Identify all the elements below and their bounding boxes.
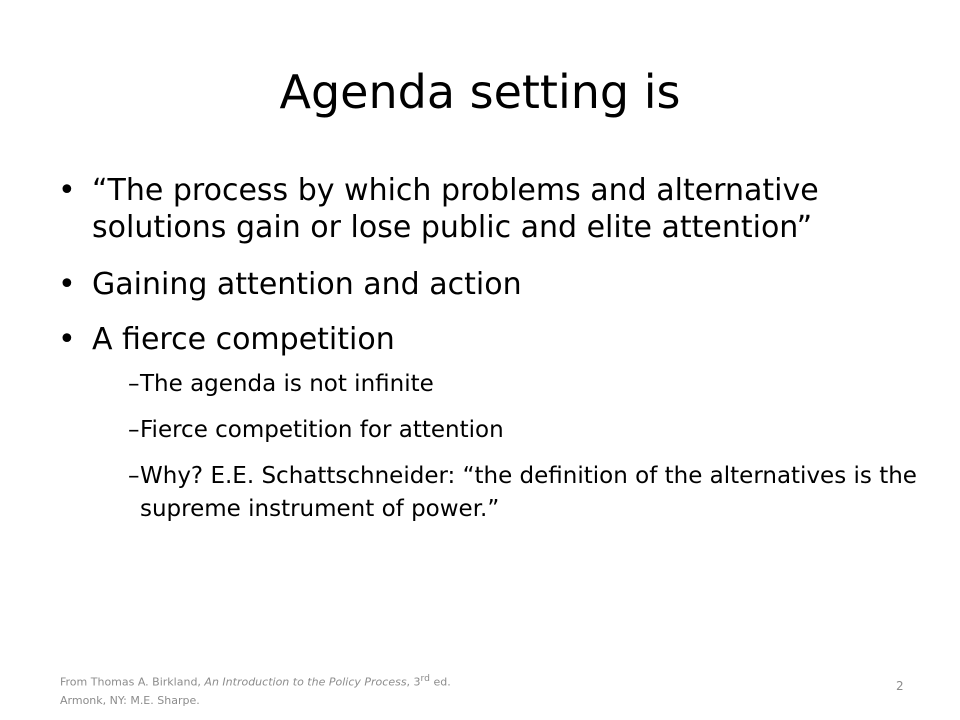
- bullet-item: [58, 321, 918, 358]
- citation-edition-suffix: rd: [420, 673, 430, 684]
- bullet-item: [58, 172, 918, 246]
- bullet-text: “The process by which problems and alternative solutions gain or lose public and elite attention”: [92, 173, 819, 245]
- sub-bullet-item: [58, 414, 918, 447]
- bullet-icon: •: [58, 322, 76, 357]
- sub-bullet-text: Fierce competition for attention: [140, 417, 504, 443]
- sub-bullet-item: [58, 368, 918, 401]
- citation-edition: , 3: [406, 675, 421, 689]
- page-number: 2: [896, 679, 904, 693]
- bullet-item: [58, 266, 918, 303]
- bullet-text: A fierce competition: [92, 322, 395, 357]
- source-citation: [60, 670, 460, 710]
- dash-icon: –: [128, 463, 140, 489]
- sub-bullet-text: Why? E.E. Schattschneider: “the definition of the alternatives is the supreme instrument of power.”: [140, 463, 917, 522]
- bullet-icon: •: [58, 173, 76, 208]
- bullet-icon: •: [58, 267, 76, 302]
- dash-icon: –: [128, 371, 140, 397]
- citation-prefix: From Thomas A. Birkland,: [60, 675, 205, 689]
- slide-title: Agenda setting is: [279, 65, 681, 119]
- dash-icon: –: [128, 417, 140, 443]
- sub-bullet-item: [58, 460, 918, 526]
- bullet-text: Gaining attention and action: [92, 267, 522, 302]
- citation-book-title: An Introduction to the Policy Process: [204, 675, 407, 689]
- citation-publisher: ed. Armonk, NY: M.E. Sharpe.: [60, 675, 451, 707]
- slide-body: [58, 172, 918, 526]
- sub-bullet-text: The agenda is not infinite: [140, 371, 434, 397]
